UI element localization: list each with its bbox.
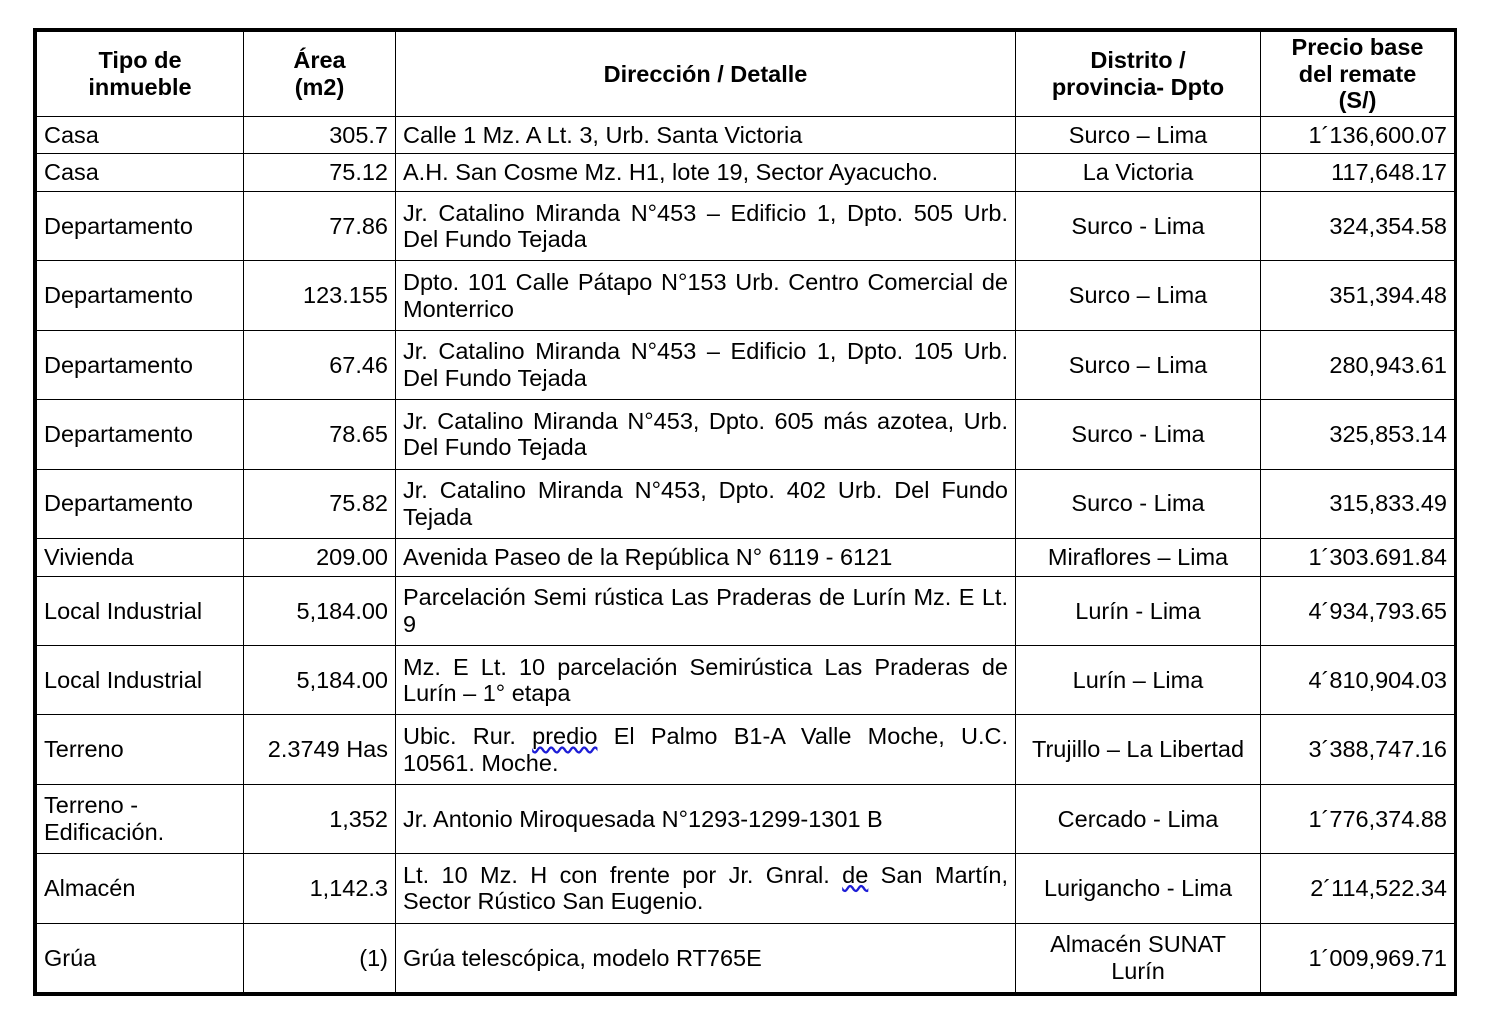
column-header-precio-line2: del remate [1298, 60, 1417, 87]
column-header-tipo-line2: inmueble [88, 73, 192, 100]
table-row [37, 854, 1455, 923]
column-header-precio-line1: Precio base [1291, 34, 1424, 60]
cell-precio: 1´776,374.88 [1261, 784, 1455, 853]
cell-direccion: Calle 1 Mz. A Lt. 3, Urb. Santa Victoria [396, 116, 1016, 154]
cell-precio: 1´136,600.07 [1261, 116, 1455, 154]
column-header-direccion-detalle [396, 32, 1016, 117]
cell-distrito: Lurín - Lima [1016, 576, 1261, 645]
cell-distrito: Surco – Lima [1016, 116, 1261, 154]
table-row [37, 538, 1455, 576]
table-row [37, 923, 1455, 992]
table-row [37, 116, 1455, 154]
cell-distrito: Almacén SUNAT Lurín [1016, 923, 1261, 992]
cell-area: 305.7 [244, 116, 396, 154]
column-header-precio-line3: (S/) [1338, 87, 1377, 114]
cell-direccion: Mz. E Lt. 10 parcelación Semirústica Las Praderas de Lurín – 1° etapa [396, 646, 1016, 715]
cell-precio: 351,394.48 [1261, 261, 1455, 330]
column-header-distrito-line1: Distrito / [1090, 47, 1186, 74]
cell-tipo: Vivienda [37, 538, 244, 576]
cell-tipo: Almacén [37, 854, 244, 923]
cell-area: (1) [244, 923, 396, 992]
cell-tipo: Local Industrial [37, 576, 244, 645]
column-header-distrito-provincia [1016, 32, 1261, 117]
cell-tipo: Casa [37, 116, 244, 154]
cell-direccion: Grúa telescópica, modelo RT765E [396, 923, 1016, 992]
table-row [37, 330, 1455, 399]
cell-precio: 280,943.61 [1261, 330, 1455, 399]
cell-area: 123.155 [244, 261, 396, 330]
cell-distrito: Surco - Lima [1016, 191, 1261, 260]
table-header-row [37, 32, 1455, 117]
spellcheck-word-de: de [842, 861, 869, 888]
auction-properties-table [36, 31, 1455, 993]
cell-area: 5,184.00 [244, 646, 396, 715]
cell-direccion-with-spellcheck: Ubic. Rur. predio El Palmo B1-A Valle Moche, U.C. 10561. Moche. [396, 715, 1016, 784]
table-row [37, 400, 1455, 469]
cell-area: 77.86 [244, 191, 396, 260]
cell-direccion: Jr. Catalino Miranda N°453 – Edificio 1, Dpto. 505 Urb. Del Fundo Tejada [396, 191, 1016, 260]
cell-area: 209.00 [244, 538, 396, 576]
cell-area: 78.65 [244, 400, 396, 469]
cell-direccion: Jr. Catalino Miranda N°453 – Edificio 1, Dpto. 105 Urb. Del Fundo Tejada [396, 330, 1016, 399]
cell-precio: 324,354.58 [1261, 191, 1455, 260]
cell-distrito: Trujillo – La Libertad [1016, 715, 1261, 784]
cell-area: 75.82 [244, 469, 396, 538]
table-row [37, 469, 1455, 538]
cell-tipo: Departamento [37, 330, 244, 399]
cell-tipo: Departamento [37, 261, 244, 330]
table-row [37, 261, 1455, 330]
cell-distrito: Surco – Lima [1016, 330, 1261, 399]
column-header-direccion-label: Dirección / Detalle [603, 60, 808, 87]
column-header-area [244, 32, 396, 117]
cell-precio: 117,648.17 [1261, 154, 1455, 192]
cell-distrito: La Victoria [1016, 154, 1261, 192]
column-header-area-line2: (m2) [294, 73, 345, 100]
cell-precio: 325,853.14 [1261, 400, 1455, 469]
cell-precio: 4´810,904.03 [1261, 646, 1455, 715]
cell-direccion: Avenida Paseo de la República N° 6119 - 6121 [396, 538, 1016, 576]
cell-distrito: Surco - Lima [1016, 400, 1261, 469]
cell-distrito: Lurigancho - Lima [1016, 854, 1261, 923]
column-header-precio-base [1261, 32, 1455, 117]
cell-precio: 4´934,793.65 [1261, 576, 1455, 645]
cell-area: 75.12 [244, 154, 396, 192]
cell-direccion: Jr. Catalino Miranda N°453, Dpto. 605 más azotea, Urb. Del Fundo Tejada [396, 400, 1016, 469]
cell-area: 5,184.00 [244, 576, 396, 645]
cell-area: 1,352 [244, 784, 396, 853]
cell-precio: 2´114,522.34 [1261, 854, 1455, 923]
cell-distrito: Surco – Lima [1016, 261, 1261, 330]
cell-direccion: Jr. Antonio Miroquesada N°1293-1299-1301 B [396, 784, 1016, 853]
cell-tipo: Terreno - Edificación. [37, 784, 244, 853]
auction-table-frame [33, 28, 1457, 996]
column-header-tipo-inmueble [37, 32, 244, 117]
cell-distrito: Cercado - Lima [1016, 784, 1261, 853]
cell-precio: 1´303.691.84 [1261, 538, 1455, 576]
table-row [37, 784, 1455, 853]
column-header-tipo-line1: Tipo de [98, 47, 182, 74]
table-row [37, 576, 1455, 645]
cell-tipo: Departamento [37, 191, 244, 260]
cell-direccion: Jr. Catalino Miranda N°453, Dpto. 402 Urb. Del Fundo Tejada [396, 469, 1016, 538]
column-header-distrito-line2: provincia- Dpto [1051, 73, 1225, 100]
cell-tipo: Grúa [37, 923, 244, 992]
cell-tipo: Casa [37, 154, 244, 192]
cell-direccion: A.H. San Cosme Mz. H1, lote 19, Sector Ayacucho. [396, 154, 1016, 192]
cell-precio: 315,833.49 [1261, 469, 1455, 538]
table-row [37, 715, 1455, 784]
cell-tipo: Departamento [37, 469, 244, 538]
cell-precio: 3´388,747.16 [1261, 715, 1455, 784]
table-header [37, 32, 1455, 117]
cell-distrito: Lurín – Lima [1016, 646, 1261, 715]
cell-direccion: Parcelación Semi rústica Las Praderas de Lurín Mz. E Lt. 9 [396, 576, 1016, 645]
column-header-area-line1: Área [293, 47, 346, 74]
cell-direccion-with-spellcheck: Lt. 10 Mz. H con frente por Jr. Gnral. de San Martín, Sector Rústico San Eugenio. [396, 854, 1016, 923]
table-row [37, 191, 1455, 260]
cell-precio: 1´009,969.71 [1261, 923, 1455, 992]
cell-distrito: Miraflores – Lima [1016, 538, 1261, 576]
cell-tipo: Terreno [37, 715, 244, 784]
cell-tipo: Departamento [37, 400, 244, 469]
cell-area: 1,142.3 [244, 854, 396, 923]
cell-distrito: Surco - Lima [1016, 469, 1261, 538]
cell-area: 67.46 [244, 330, 396, 399]
cell-direccion: Dpto. 101 Calle Pátapo N°153 Urb. Centro Comercial de Monterrico [396, 261, 1016, 330]
table-row [37, 154, 1455, 192]
cell-tipo: Local Industrial [37, 646, 244, 715]
table-row [37, 646, 1455, 715]
cell-area: 2.3749 Has [244, 715, 396, 784]
table-body [37, 116, 1455, 992]
spellcheck-word-predio: predio [532, 723, 598, 750]
